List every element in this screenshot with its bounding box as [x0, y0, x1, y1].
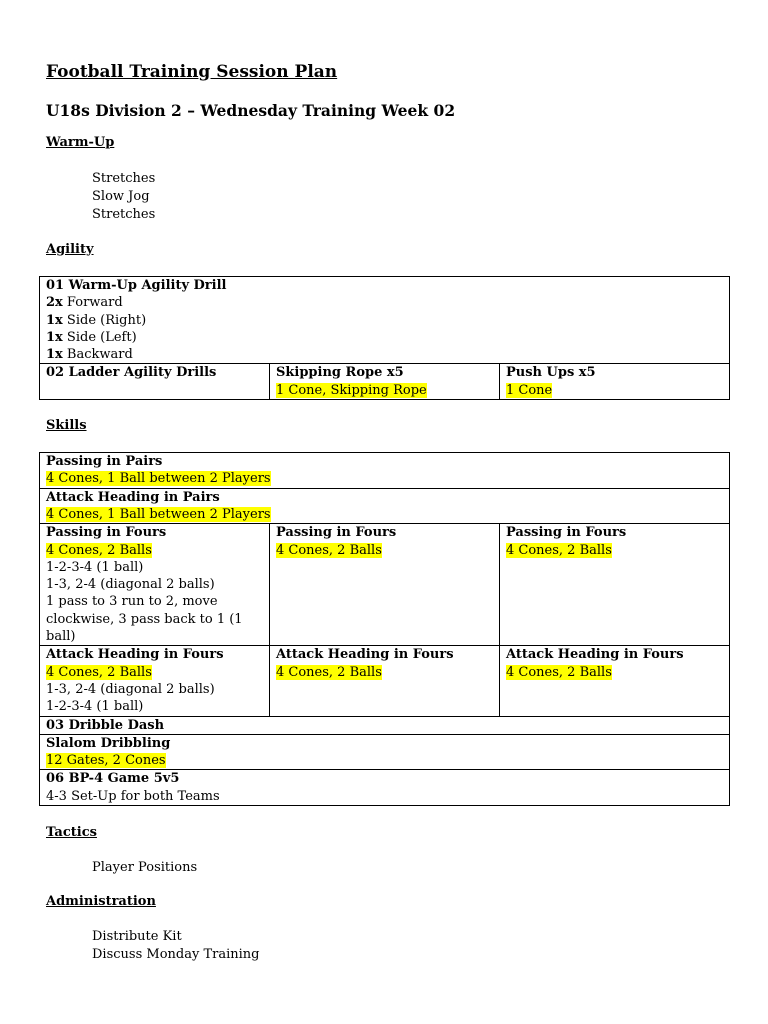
- drill-title: Attack Heading in Pairs: [46, 489, 220, 505]
- skills-table: [39, 452, 730, 806]
- document-body: [46, 60, 728, 964]
- drill-title: 02 Ladder Agility Drills: [46, 365, 217, 381]
- equipment-highlight: 4 Cones, 2 Balls: [276, 542, 382, 558]
- drill-title: Passing in Fours: [46, 525, 167, 541]
- table-row: [40, 716, 730, 734]
- agility-table: [39, 276, 730, 400]
- table-cell: [500, 646, 730, 716]
- drill-title: Skipping Rope x5: [276, 365, 404, 381]
- table-cell: [40, 716, 730, 734]
- table-cell: [40, 488, 730, 524]
- warmup-heading: Warm-Up: [46, 135, 115, 150]
- table-row: [40, 453, 730, 489]
- table-cell: [40, 453, 730, 489]
- drill-count: 2x: [46, 295, 63, 311]
- drill-note: 4-3 Set-Up for both Teams: [46, 788, 220, 804]
- drill-line: [46, 329, 723, 346]
- equipment-highlight: 4 Cones, 1 Ball between 2 Players: [46, 471, 271, 487]
- drill-count: 1x: [46, 329, 63, 345]
- skills-heading: Skills: [46, 418, 87, 434]
- tactics-heading: Tactics: [46, 825, 97, 841]
- agility-heading: Agility: [46, 242, 94, 257]
- table-row: [40, 646, 730, 716]
- drill-note: 1-3, 2-4 (diagonal 2 balls): [46, 681, 215, 697]
- drill-title: Attack Heading in Fours: [506, 647, 684, 663]
- drill-note: 1-3, 2-4 (diagonal 2 balls): [46, 577, 215, 593]
- drill-line: [46, 312, 723, 329]
- equipment-highlight: 4 Cones, 2 Balls: [506, 542, 612, 558]
- warmup-list: [46, 170, 728, 224]
- administration-heading: Administration: [46, 894, 156, 910]
- drill-title: 01 Warm-Up Agility Drill: [46, 278, 227, 293]
- table-cell: [40, 277, 730, 364]
- table-cell: [40, 646, 270, 716]
- drill-note: 1-2-3-4 (1 ball): [46, 699, 144, 715]
- table-row: [40, 770, 730, 806]
- drill-title: 06 BP-4 Game 5v5: [46, 771, 180, 787]
- equipment-highlight: 1 Cone, Skipping Rope: [276, 382, 427, 398]
- table-cell: [40, 524, 270, 646]
- document-subtitle: U18s Division 2 – Wednesday Training Week 02: [46, 101, 456, 120]
- list-item: Distribute Kit: [92, 929, 182, 945]
- equipment-highlight: 4 Cones, 2 Balls: [506, 664, 612, 680]
- list-item: Player Positions: [92, 860, 198, 876]
- tactics-list: [46, 859, 728, 877]
- equipment-highlight: 4 Cones, 1 Ball between 2 Players: [46, 506, 271, 522]
- drill-title: Slalom Dribbling: [46, 735, 171, 751]
- table-row: [40, 488, 730, 524]
- table-row: [40, 277, 730, 364]
- equipment-highlight: 4 Cones, 2 Balls: [276, 664, 382, 680]
- drill-title: 03 Dribble Dash: [46, 717, 165, 733]
- drill-line: [46, 294, 723, 311]
- list-item: Stretches: [92, 207, 156, 222]
- drill-title: Passing in Fours: [276, 525, 397, 541]
- drill-count: 1x: [46, 347, 63, 363]
- table-cell: [270, 524, 500, 646]
- list-item: Stretches: [92, 171, 156, 186]
- equipment-highlight: 1 Cone: [506, 382, 553, 398]
- list-item: Slow Jog: [92, 189, 150, 204]
- table-cell: [270, 364, 500, 400]
- table-cell: [500, 364, 730, 400]
- table-row: [40, 364, 730, 400]
- table-cell: [40, 364, 270, 400]
- table-cell: [270, 646, 500, 716]
- drill-count: 1x: [46, 312, 63, 328]
- drill-text: Forward: [62, 295, 123, 311]
- drill-title: Attack Heading in Fours: [276, 647, 454, 663]
- drill-title: Passing in Pairs: [46, 454, 163, 470]
- list-item: Discuss Monday Training: [92, 947, 260, 963]
- table-cell: [40, 734, 730, 770]
- drill-text: Side (Left): [62, 329, 137, 345]
- administration-list: [46, 928, 728, 964]
- drill-title: Attack Heading in Fours: [46, 647, 224, 663]
- drill-note: 1-2-3-4 (1 ball): [46, 559, 144, 575]
- drill-note: 1 pass to 3 run to 2, move clockwise, 3 pass back to 1 (1 ball): [46, 594, 243, 645]
- drill-title: Push Ups x5: [506, 365, 596, 381]
- document-title: Football Training Session Plan: [46, 62, 338, 82]
- drill-title: Passing in Fours: [506, 525, 627, 541]
- table-cell: [500, 524, 730, 646]
- equipment-highlight: 4 Cones, 2 Balls: [46, 542, 152, 558]
- equipment-highlight: 12 Gates, 2 Cones: [46, 753, 166, 769]
- equipment-highlight: 4 Cones, 2 Balls: [46, 664, 152, 680]
- drill-text: Side (Right): [62, 312, 147, 328]
- drill-line: [46, 346, 723, 363]
- table-row: [40, 524, 730, 646]
- table-cell: [40, 770, 730, 806]
- table-row: [40, 734, 730, 770]
- drill-text: Backward: [62, 347, 133, 363]
